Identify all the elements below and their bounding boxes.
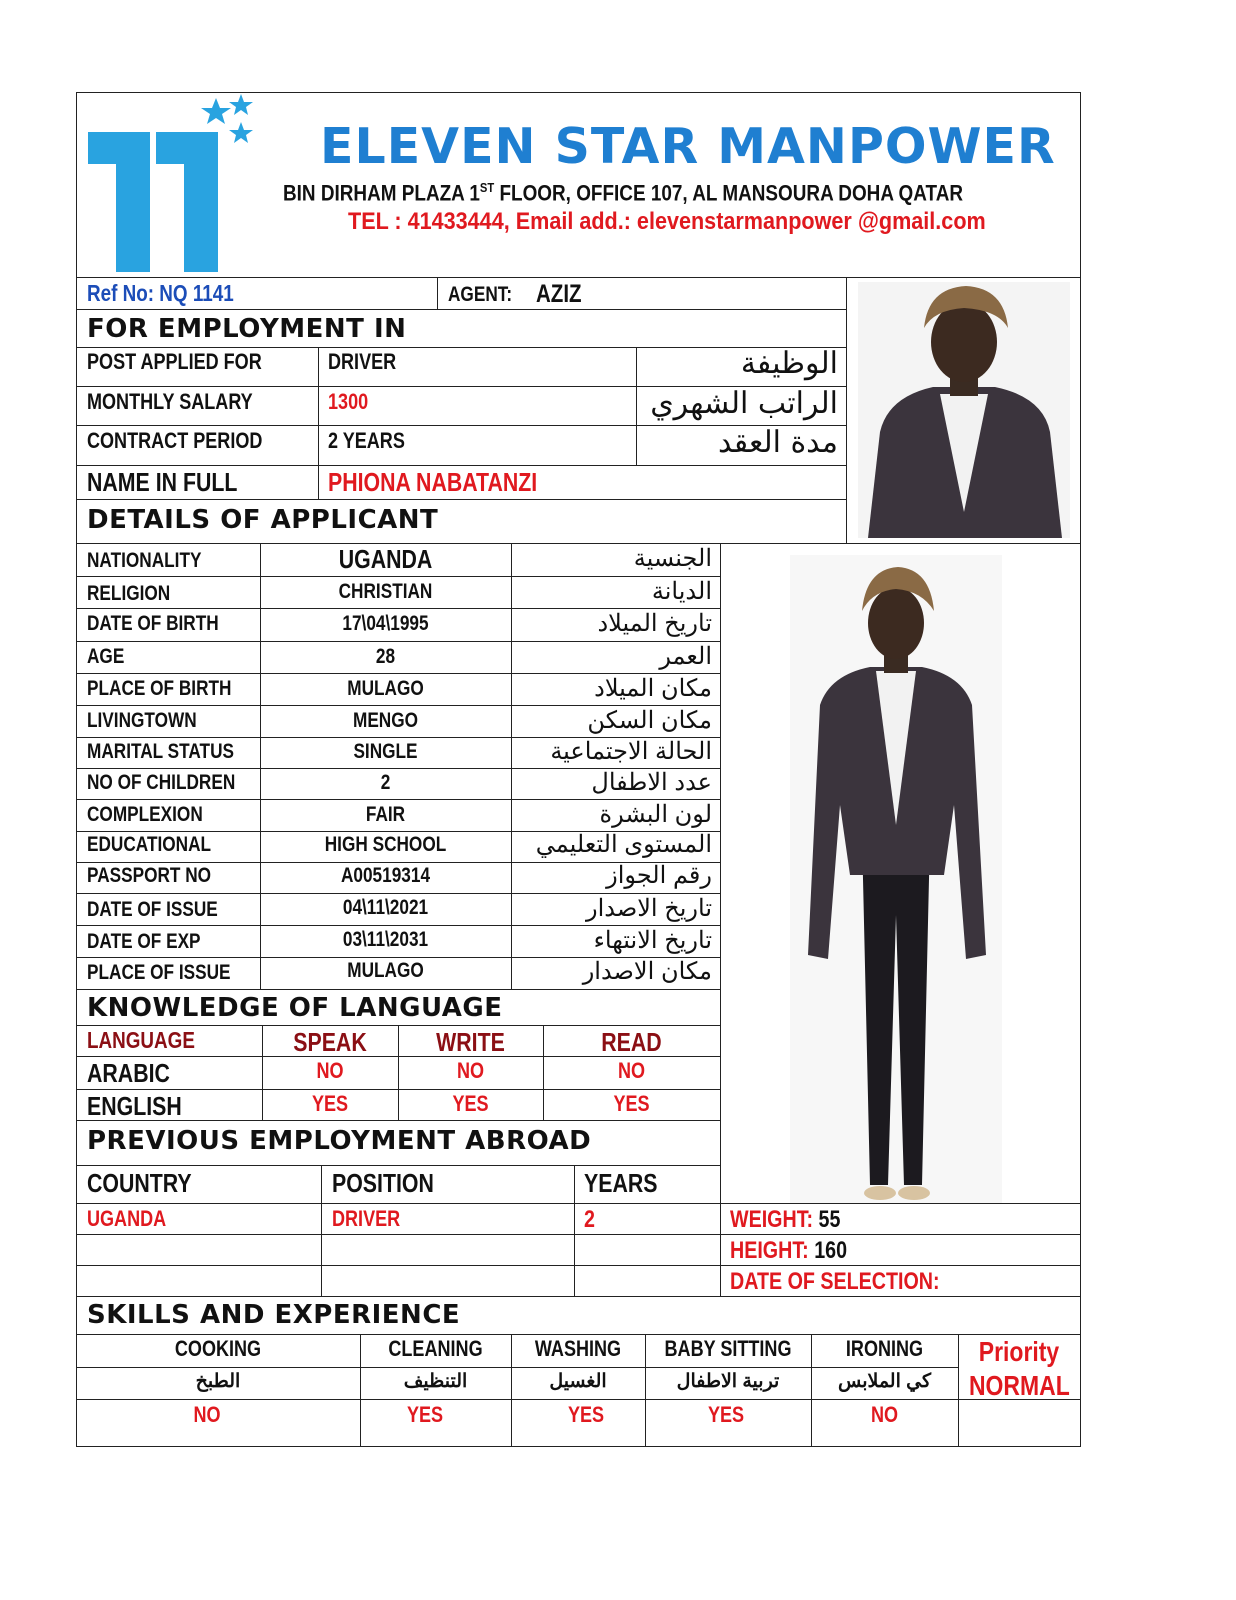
rule: [76, 1334, 1081, 1335]
details-section-title: DETAILS OF APPLICANT: [87, 505, 439, 535]
employment-value: 2 YEARS: [328, 428, 405, 453]
language-speak: YES: [311, 1091, 349, 1116]
detail-arabic: الديانة: [651, 578, 712, 605]
skill-arabic: الطبخ: [195, 1371, 241, 1392]
agent-name: AZIZ: [536, 280, 582, 308]
detail-label: EDUCATIONAL: [87, 833, 212, 856]
rule: [1080, 277, 1081, 1447]
detail-value: CHRISTIAN: [338, 580, 433, 603]
company-name: ELEVEN STAR MANPOWER: [320, 118, 1056, 175]
detail-arabic: المستوى التعليمي: [535, 831, 712, 858]
employment-arabic: الوظيفة: [740, 346, 838, 381]
detail-arabic: الحالة الاجتماعية: [550, 738, 712, 765]
detail-label: LIVINGTOWN: [87, 709, 197, 732]
rule: [398, 1025, 399, 1120]
rule: [76, 1367, 958, 1368]
previous-years: 2: [584, 1206, 595, 1233]
detail-value: MENGO: [352, 709, 419, 732]
language-speak: NO: [316, 1058, 344, 1083]
previous-header: COUNTRY: [87, 1168, 192, 1198]
skill-value: YES: [567, 1402, 605, 1427]
rule: [76, 1399, 1081, 1400]
detail-value: A00519314: [340, 864, 431, 887]
employment-value: DRIVER: [328, 349, 397, 374]
employment-section-title: FOR EMPLOYMENT IN: [87, 314, 407, 344]
detail-arabic: لون البشرة: [599, 801, 712, 828]
weight-value: 55: [818, 1206, 841, 1233]
detail-label: PASSPORT NO: [87, 864, 212, 887]
rule: [76, 989, 720, 990]
skill-arabic: كي الملابس: [837, 1371, 932, 1392]
detail-label: NO OF CHILDREN: [87, 771, 236, 794]
full-body-photo: [790, 555, 1002, 1203]
employment-arabic: مدة العقد: [718, 425, 838, 460]
rule: [262, 1025, 263, 1120]
language-write: NO: [456, 1058, 485, 1083]
language-header: SPEAK: [293, 1027, 367, 1057]
language-header: WRITE: [436, 1027, 505, 1057]
skill-value: NO: [870, 1402, 899, 1427]
skill-name: WASHING: [534, 1336, 622, 1361]
detail-label: PLACE OF ISSUE: [87, 961, 231, 984]
rule: [76, 465, 846, 466]
skill-value: YES: [707, 1402, 745, 1427]
address-part: FLOOR, OFFICE 107, AL MANSOURA DOHA QATAR: [494, 180, 964, 206]
detail-value: 03\11\2031: [342, 928, 429, 951]
language-read: YES: [613, 1091, 650, 1116]
detail-value: UGANDA: [338, 544, 433, 574]
detail-arabic: عدد الاطفال: [591, 769, 712, 796]
detail-value: FAIR: [365, 803, 406, 826]
detail-label: COMPLEXION: [87, 803, 203, 826]
address-sup: ST: [479, 180, 495, 195]
date-of-selection-label: DATE OF SELECTION:: [730, 1268, 940, 1295]
rule: [76, 499, 846, 500]
applicant-name: PHIONA NABATANZI: [328, 467, 538, 497]
detail-value: HIGH SCHOOL: [324, 833, 447, 856]
employment-label: CONTRACT PERIOD: [87, 428, 263, 453]
detail-label: MARITAL STATUS: [87, 740, 234, 763]
rule: [511, 543, 512, 990]
detail-label: RELIGION: [87, 582, 171, 605]
detail-label: DATE OF EXP: [87, 930, 201, 953]
skill-name: BABY SITTING: [664, 1336, 792, 1361]
skill-value: NO: [193, 1402, 221, 1427]
company-logo: [86, 92, 261, 274]
previous-position: DRIVER: [332, 1206, 401, 1231]
skill-name: COOKING: [174, 1336, 262, 1361]
priority-value: NORMAL: [968, 1370, 1070, 1401]
name-label: NAME IN FULL: [87, 467, 238, 497]
detail-value: MULAGO: [347, 677, 424, 700]
weight-label: WEIGHT:: [730, 1206, 814, 1233]
agent-label: AGENT:: [448, 283, 513, 306]
detail-label: PLACE OF BIRTH: [87, 677, 232, 700]
detail-value: 2: [380, 771, 391, 794]
employment-value: 1300: [328, 389, 369, 414]
rule: [574, 1165, 575, 1296]
rule: [76, 1446, 1081, 1447]
rule: [318, 347, 319, 499]
language-header: LANGUAGE: [87, 1027, 195, 1053]
previous-header: YEARS: [584, 1168, 658, 1198]
skill-arabic: تربية الاطفال: [676, 1371, 780, 1392]
detail-arabic: مكان السكن: [587, 707, 712, 734]
rule: [437, 277, 438, 309]
weight-row: [730, 1206, 840, 1234]
detail-label: AGE: [87, 645, 125, 668]
rule: [76, 1265, 1081, 1266]
rule: [846, 277, 847, 543]
language-header: READ: [601, 1027, 662, 1057]
previous-country: UGANDA: [87, 1206, 167, 1231]
rule: [543, 1025, 544, 1120]
employment-label: MONTHLY SALARY: [87, 389, 253, 414]
company-contact: TEL : 41433444, Email add.: elevenstarmanpower @gmail.com: [348, 208, 986, 235]
rule: [720, 543, 721, 1297]
detail-value: 17\04\1995: [342, 612, 429, 635]
priority-label: Priority: [978, 1336, 1060, 1367]
detail-arabic: الجنسية: [633, 545, 712, 572]
detail-arabic: تاريخ الاصدار: [585, 895, 712, 922]
company-address: [283, 180, 963, 206]
skills-section-title: SKILLS AND EXPERIENCE: [87, 1300, 461, 1330]
rule: [636, 347, 637, 465]
skill-arabic: الغسيل: [549, 1371, 607, 1392]
employment-label: POST APPLIED FOR: [87, 349, 262, 374]
rule: [76, 1234, 1081, 1235]
language-write: YES: [452, 1091, 489, 1116]
address-part: BIN DIRHAM PLAZA 1: [283, 180, 480, 206]
rule: [76, 309, 846, 310]
employment-arabic: الراتب الشهري: [650, 386, 838, 421]
detail-arabic: تاريخ الانتهاء: [593, 927, 712, 954]
rule: [958, 1334, 959, 1446]
rule: [76, 1120, 720, 1121]
height-row: [730, 1237, 847, 1265]
rule: [76, 1056, 720, 1057]
height-label: HEIGHT:: [730, 1237, 809, 1264]
ref-number: Ref No: NQ 1141: [87, 280, 234, 306]
rule: [76, 1089, 720, 1090]
rule: [76, 277, 1081, 278]
portrait-photo: [858, 282, 1070, 538]
detail-arabic: مكان الاصدار: [582, 958, 712, 985]
skill-name: IRONING: [845, 1336, 924, 1361]
language-name: ENGLISH: [87, 1091, 182, 1121]
detail-label: DATE OF BIRTH: [87, 612, 219, 635]
detail-value: 28: [375, 645, 396, 668]
detail-value: MULAGO: [347, 959, 424, 982]
rule: [321, 1165, 322, 1296]
language-name: ARABIC: [87, 1058, 170, 1088]
rule: [76, 1203, 1081, 1204]
skill-arabic: التنظيف: [403, 1371, 468, 1392]
height-value: 160: [814, 1237, 848, 1264]
rule: [76, 1165, 720, 1166]
detail-value: SINGLE: [353, 740, 418, 763]
detail-value: 04\11\2021: [342, 896, 429, 919]
language-section-title: KNOWLEDGE OF LANGUAGE: [87, 993, 503, 1023]
detail-arabic: مكان الميلاد: [594, 675, 712, 702]
detail-label: NATIONALITY: [87, 549, 202, 572]
detail-arabic: رقم الجواز: [606, 862, 712, 889]
rule: [76, 1296, 1081, 1297]
language-read: NO: [617, 1058, 646, 1083]
rule: [260, 543, 261, 990]
detail-arabic: تاريخ الميلاد: [597, 610, 712, 637]
detail-arabic: العمر: [659, 643, 712, 670]
skill-value: YES: [406, 1402, 444, 1427]
previous-header: POSITION: [332, 1168, 434, 1198]
previous-section-title: PREVIOUS EMPLOYMENT ABROAD: [87, 1126, 592, 1156]
skill-name: CLEANING: [388, 1336, 483, 1361]
detail-label: DATE OF ISSUE: [87, 898, 218, 921]
